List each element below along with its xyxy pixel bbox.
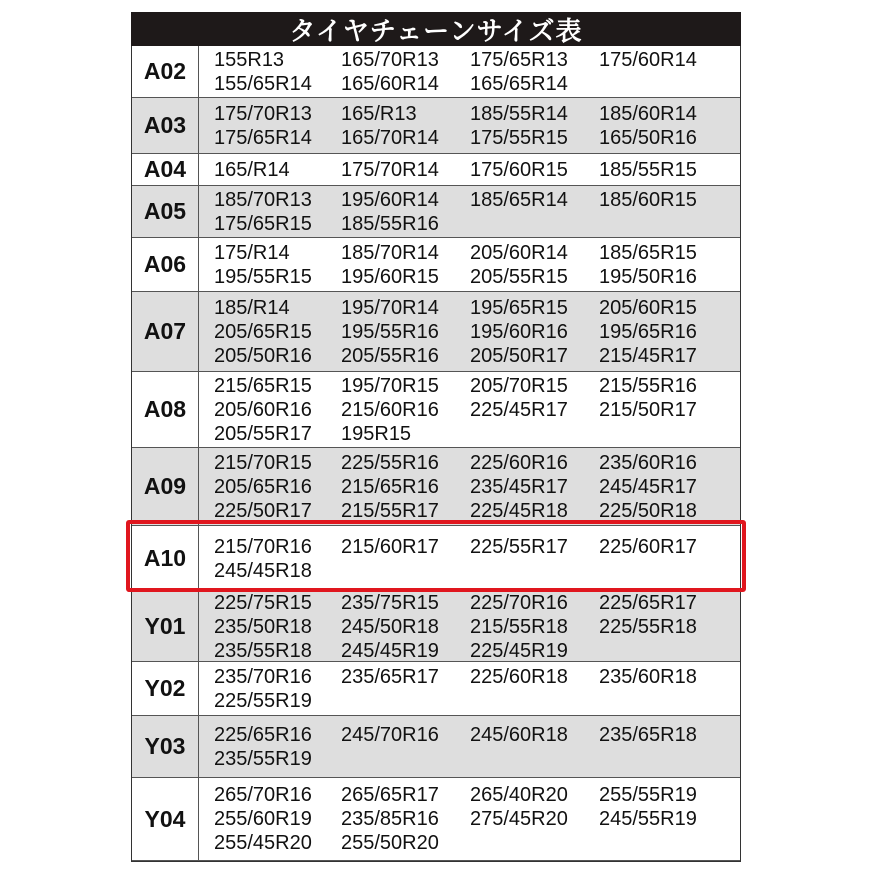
tire-size: 225/75R15	[214, 591, 312, 614]
table-row	[132, 662, 740, 716]
table-row	[132, 46, 740, 98]
tire-size: 235/60R16	[599, 451, 697, 474]
tire-size: 265/70R16	[214, 784, 312, 806]
tire-size: 175/R14	[214, 241, 290, 264]
tire-size: 175/70R13	[214, 102, 312, 125]
tire-size: 195/70R14	[341, 296, 439, 319]
tire-size: 245/45R17	[599, 475, 697, 498]
tire-size: 225/60R16	[470, 451, 568, 474]
tire-size: 245/60R18	[470, 723, 568, 746]
tire-size-list	[214, 292, 740, 371]
tire-size: 195/65R16	[599, 320, 697, 343]
tire-size: 195/55R16	[341, 320, 439, 343]
tire-size: 205/60R16	[214, 398, 312, 421]
tire-size: 215/65R16	[341, 475, 439, 498]
tire-size: 215/55R16	[599, 374, 697, 397]
tire-size-list	[214, 98, 740, 153]
tire-size: 235/75R15	[341, 591, 439, 614]
tire-size: 255/45R20	[214, 832, 312, 854]
tire-size: 235/55R19	[214, 747, 312, 770]
tire-size: 165/70R14	[341, 126, 439, 149]
tire-size: 215/70R16	[214, 535, 312, 558]
table-row	[132, 592, 740, 662]
tire-size: 215/65R15	[214, 374, 312, 397]
chain-code: A10	[132, 526, 199, 591]
chain-code: A05	[132, 186, 199, 237]
tire-size-list	[214, 448, 740, 525]
tire-size: 225/65R16	[214, 723, 312, 746]
tire-size: 225/60R18	[470, 665, 568, 688]
tire-size: 245/70R16	[341, 723, 439, 746]
tire-size: 195/60R15	[341, 265, 439, 288]
tire-size: 165/70R13	[341, 48, 439, 71]
tire-size: 195R15	[341, 422, 412, 445]
table-row	[132, 372, 740, 448]
tire-size-list	[214, 662, 740, 715]
tire-size: 215/50R17	[599, 398, 697, 421]
size-table	[131, 46, 741, 862]
tire-size: 225/55R19	[214, 689, 312, 712]
table-row	[132, 238, 740, 292]
tire-size: 245/50R18	[341, 615, 439, 638]
tire-size-list	[214, 186, 740, 237]
tire-size: 235/60R18	[599, 665, 697, 688]
tire-size: 225/55R18	[599, 615, 697, 638]
tire-size: 185/60R15	[599, 188, 697, 211]
tire-size: 155R13	[214, 48, 285, 71]
chain-code: Y01	[132, 592, 199, 661]
table-row	[132, 98, 740, 154]
tire-size: 185/55R14	[470, 102, 568, 125]
tire-size: 205/50R16	[214, 344, 312, 367]
tire-size: 255/60R19	[214, 808, 312, 830]
highlight-frame-a10	[126, 520, 746, 592]
tire-size: 165/R14	[214, 158, 290, 181]
tire-size: 195/60R16	[470, 320, 568, 343]
tire-size-list	[214, 372, 740, 447]
chain-code: A06	[132, 238, 199, 291]
tire-size: 195/65R15	[470, 296, 568, 319]
tire-size: 255/55R19	[599, 784, 697, 806]
tire-size: 185/65R15	[599, 241, 697, 264]
tire-size-list	[214, 716, 740, 777]
tire-size: 195/70R15	[341, 374, 439, 397]
table-row	[132, 716, 740, 778]
tire-size: 225/50R17	[214, 499, 312, 522]
table-row	[132, 448, 740, 526]
chain-code: A07	[132, 292, 199, 371]
tire-size: 215/45R17	[599, 344, 697, 367]
tire-size: 265/40R20	[470, 784, 568, 806]
tire-size: 265/65R17	[341, 784, 439, 806]
tire-size-list	[214, 154, 740, 185]
tire-size: 225/50R18	[599, 499, 697, 522]
tire-size: 165/R13	[341, 102, 417, 125]
tire-size: 215/60R17	[341, 535, 439, 558]
chain-code: Y03	[132, 716, 199, 777]
tire-size-list	[214, 238, 740, 291]
table-row	[132, 186, 740, 238]
tire-size: 235/50R18	[214, 615, 312, 638]
tire-size: 235/85R16	[341, 808, 439, 830]
tire-size: 235/45R17	[470, 475, 568, 498]
table-row	[132, 154, 740, 186]
tire-size: 205/55R15	[470, 265, 568, 288]
tire-size: 175/55R15	[470, 126, 568, 149]
tire-size: 205/60R15	[599, 296, 697, 319]
chain-code: A04	[132, 154, 199, 185]
tire-size: 185/55R15	[599, 158, 697, 181]
tire-size: 235/70R16	[214, 665, 312, 688]
tire-size: 255/50R20	[341, 832, 439, 854]
tire-size: 205/55R17	[214, 422, 312, 445]
tire-size: 205/55R16	[341, 344, 439, 367]
tire-size: 225/65R17	[599, 591, 697, 614]
tire-size: 165/65R14	[470, 72, 568, 95]
tire-size: 175/70R14	[341, 158, 439, 181]
tire-size: 205/70R15	[470, 374, 568, 397]
tire-size: 175/65R13	[470, 48, 568, 71]
tire-size: 235/55R18	[214, 639, 312, 662]
tire-size: 235/65R18	[599, 723, 697, 746]
tire-size-list	[214, 778, 740, 860]
tire-size: 205/65R16	[214, 475, 312, 498]
tire-size: 185/55R16	[341, 212, 439, 235]
chain-code: A08	[132, 372, 199, 447]
tire-size: 195/50R16	[599, 265, 697, 288]
tire-size: 225/55R16	[341, 451, 439, 474]
tire-size: 245/55R19	[599, 808, 697, 830]
chain-code: Y04	[132, 778, 199, 860]
tire-size: 225/45R18	[470, 499, 568, 522]
tire-size: 245/45R19	[341, 639, 439, 662]
tire-size-list	[214, 592, 740, 661]
tire-size: 195/55R15	[214, 265, 312, 288]
chart-title: タイヤチェーンサイズ表	[131, 12, 741, 46]
tire-size: 195/60R14	[341, 188, 439, 211]
tire-size: 185/70R14	[341, 241, 439, 264]
table-row	[132, 292, 740, 372]
tire-size: 225/45R17	[470, 398, 568, 421]
tire-size: 155/65R14	[214, 72, 312, 95]
tire-size: 215/60R16	[341, 398, 439, 421]
table-row	[132, 778, 740, 861]
chain-code: A09	[132, 448, 199, 525]
tire-size: 175/65R14	[214, 126, 312, 149]
chain-code: Y02	[132, 662, 199, 715]
tire-size: 215/55R17	[341, 499, 439, 522]
tire-size: 225/55R17	[470, 535, 568, 558]
tire-size: 205/50R17	[470, 344, 568, 367]
tire-size: 205/60R14	[470, 241, 568, 264]
tire-size: 225/60R17	[599, 535, 697, 558]
tire-size: 185/60R14	[599, 102, 697, 125]
tire-size: 215/55R18	[470, 615, 568, 638]
tire-size: 215/70R15	[214, 451, 312, 474]
tire-size-list	[214, 46, 740, 97]
chain-code: A02	[132, 46, 199, 97]
tire-size: 175/60R15	[470, 158, 568, 181]
tire-size: 235/65R17	[341, 665, 439, 688]
chain-code: A03	[132, 98, 199, 153]
tire-size: 275/45R20	[470, 808, 568, 830]
tire-size: 175/60R14	[599, 48, 697, 71]
tire-size: 165/60R14	[341, 72, 439, 95]
tire-size: 185/70R13	[214, 188, 312, 211]
tire-size: 185/R14	[214, 296, 290, 319]
tire-size: 185/65R14	[470, 188, 568, 211]
tire-size: 245/45R18	[214, 559, 312, 582]
tire-size: 175/65R15	[214, 212, 312, 235]
tire-size: 225/45R19	[470, 639, 568, 662]
tire-chain-size-chart	[131, 12, 741, 862]
tire-size: 225/70R16	[470, 591, 568, 614]
tire-size: 205/65R15	[214, 320, 312, 343]
tire-size: 165/50R16	[599, 126, 697, 149]
